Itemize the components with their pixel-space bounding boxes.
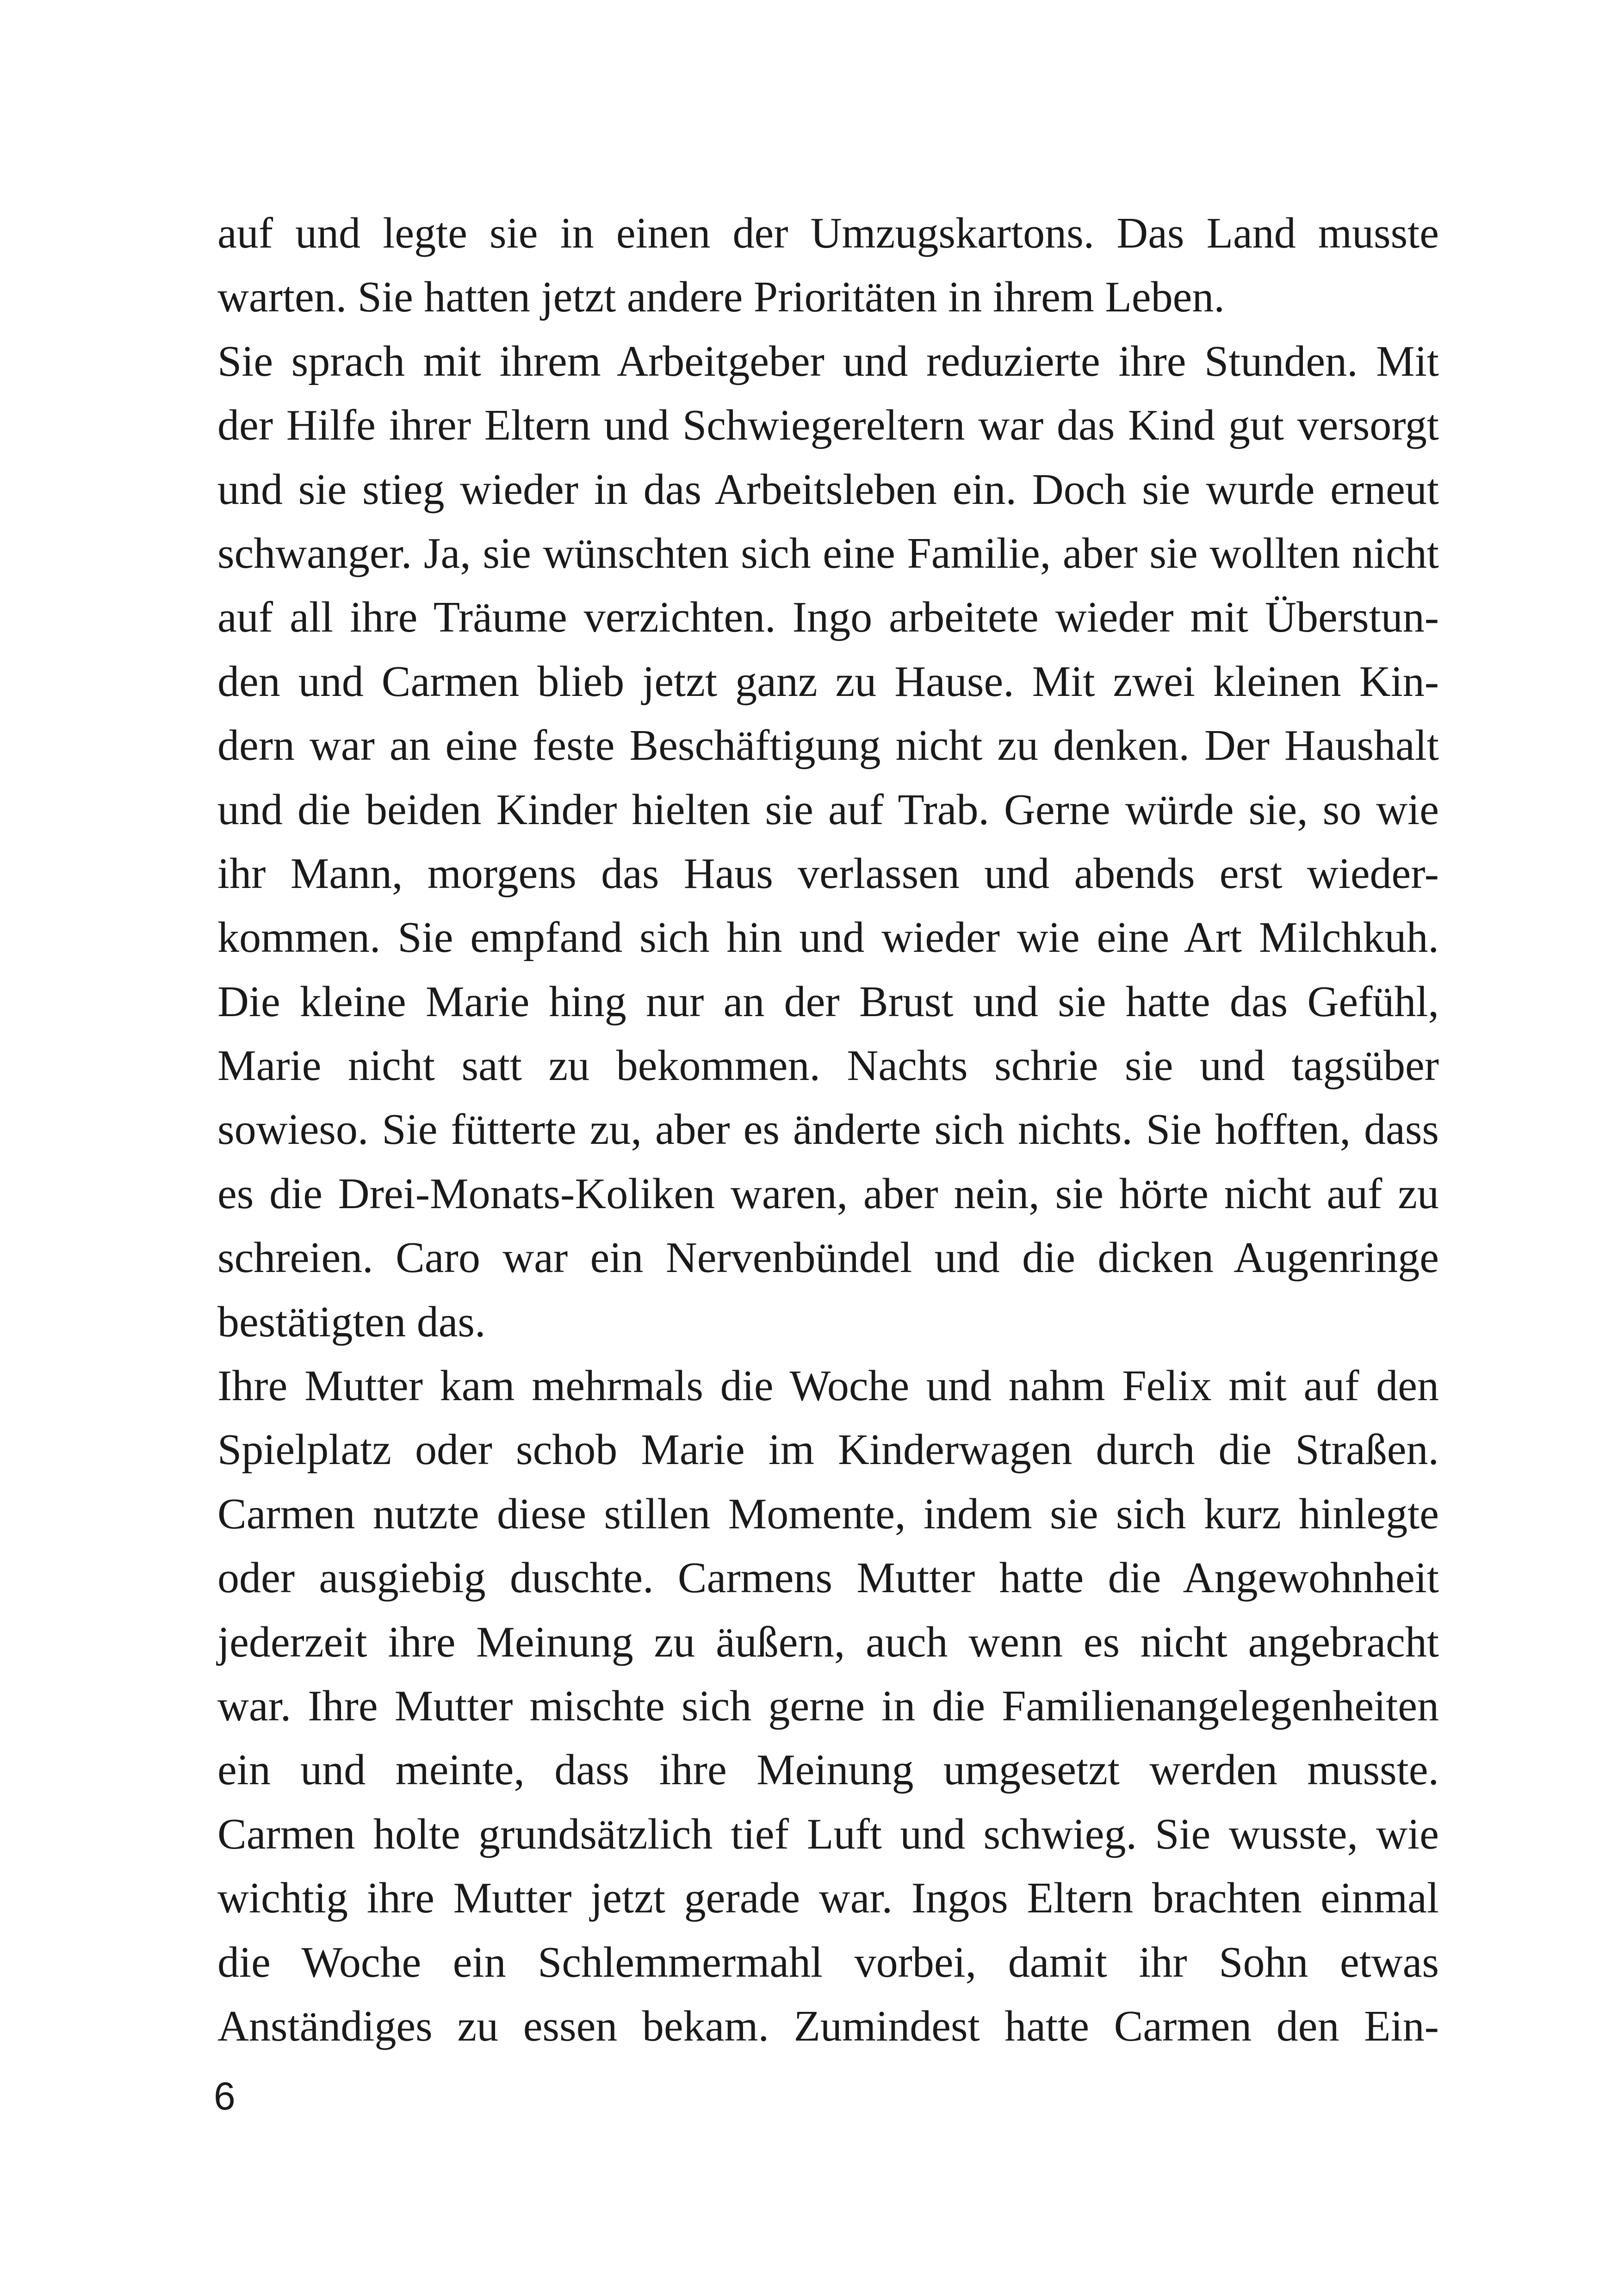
text-line: es die Drei-Monats-Koliken waren, aber nein, sie hörte nicht auf zu (217, 1169, 1439, 1218)
text-line: die Woche ein Schlemmermahl vorbei, damit ihr Sohn etwas (217, 1938, 1439, 1986)
text-line: wichtig ihre Mutter jetzt gerade war. Ingos Eltern brachten einmal (217, 1874, 1439, 1923)
text-line: warten. Sie hatten jetzt andere Prioritäten in ihrem Leben. (217, 273, 1225, 322)
text-line: Die kleine Marie hing nur an der Brust und sie hatte das Gefühl, (217, 977, 1439, 1026)
text-line: schwanger. Ja, sie wünschten sich eine Familie, aber sie wollten nicht (217, 529, 1439, 577)
text-line: Anständiges zu essen bekam. Zumindest hatte Carmen den Ein- (217, 2002, 1439, 2050)
text-line: sowieso. Sie fütterte zu, aber es änderte sich nichts. Sie hofften, dass (217, 1105, 1439, 1154)
page-number: 6 (214, 2074, 236, 2118)
text-line: Marie nicht satt zu bekommen. Nachts schrie sie und tagsüber (217, 1042, 1439, 1090)
text-line: Ihre Mutter kam mehrmals die Woche und nahm Felix mit auf den (217, 1362, 1439, 1410)
text-line: Sie sprach mit ihrem Arbeitgeber und reduzierte ihre Stunden. Mit (217, 337, 1439, 385)
text-line: auf all ihre Träume verzichten. Ingo arbeitete wieder mit Überstun- (217, 593, 1439, 642)
text-line: schreien. Caro war ein Nervenbündel und die dicken Augenringe (217, 1234, 1439, 1282)
text-line: jederzeit ihre Meinung zu äußern, auch wenn es nicht angebracht (217, 1618, 1439, 1666)
text-line: den und Carmen blieb jetzt ganz zu Hause. Mit zwei kleinen Kin- (217, 657, 1439, 706)
text-line: und sie stieg wieder in das Arbeitsleben ein. Doch sie wurde erneut (217, 465, 1439, 514)
text-line: oder ausgiebig duschte. Carmens Mutter hatte die Angewohnheit (217, 1554, 1439, 1602)
text-line: Spielplatz oder schob Marie im Kinderwagen durch die Straßen. (217, 1426, 1439, 1474)
text-line: bestätigten das. (217, 1297, 486, 1346)
text-line: der Hilfe ihrer Eltern und Schwiegereltern war das Kind gut versorgt (217, 401, 1439, 450)
text-line: ein und meinte, dass ihre Meinung umgesetzt werden musste. (217, 1746, 1439, 1794)
text-line: auf und legte sie in einen der Umzugskartons. Das Land musste (217, 209, 1439, 257)
text-line: war. Ihre Mutter mischte sich gerne in die Familienangelegenheiten (217, 1682, 1439, 1730)
text-line: Carmen nutzte diese stillen Momente, indem sie sich kurz hinlegte (217, 1489, 1439, 1538)
text-line: kommen. Sie empfand sich hin und wieder wie eine Art Milchkuh. (217, 913, 1439, 962)
text-line: ihr Mann, morgens das Haus verlassen und abends erst wieder- (217, 849, 1439, 898)
body-text (217, 201, 1439, 2058)
text-line: und die beiden Kinder hielten sie auf Trab. Gerne würde sie, so wie (217, 785, 1439, 834)
text-line: dern war an eine feste Beschäftigung nicht zu denken. Der Haushalt (217, 721, 1439, 770)
text-line: Carmen holte grundsätzlich tief Luft und schwieg. Sie wusste, wie (217, 1810, 1439, 1858)
